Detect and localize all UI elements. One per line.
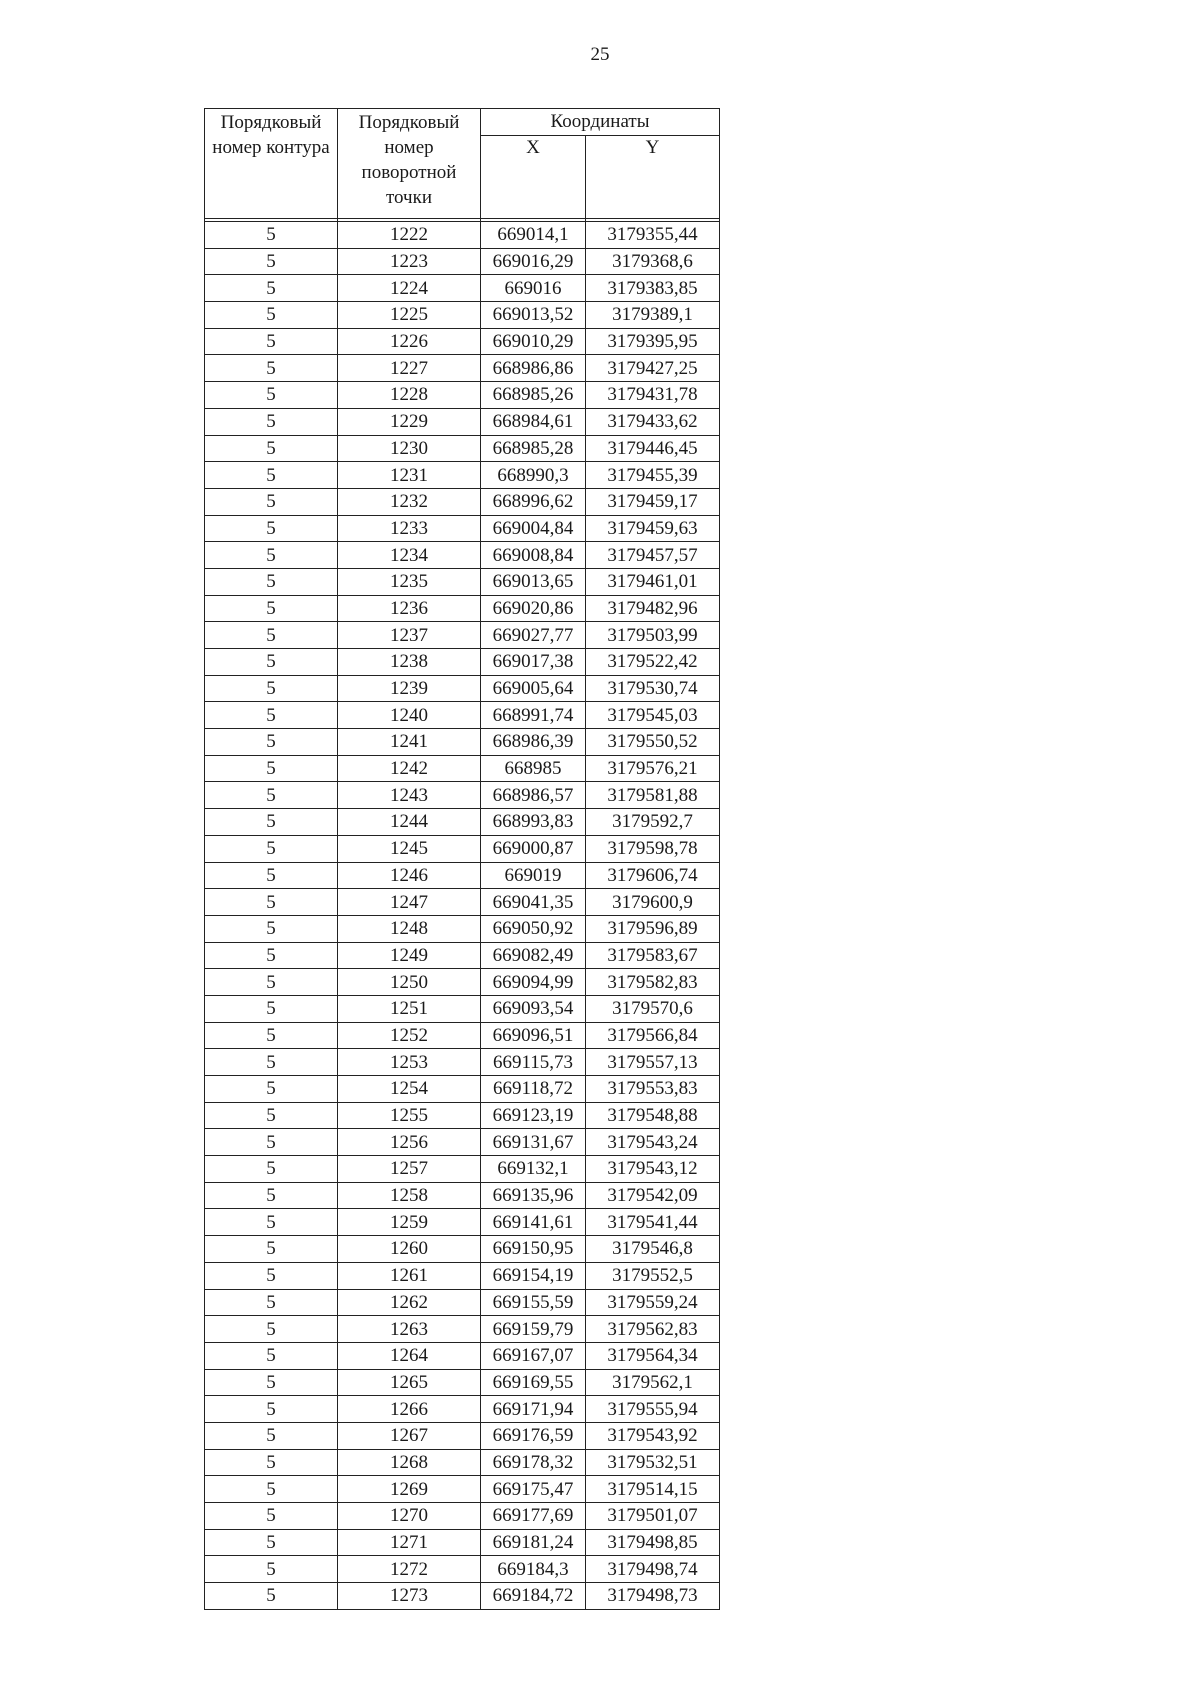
cell-x: 669050,92 [481,915,586,942]
cell-point-number: 1245 [338,835,481,862]
cell-y: 3179576,21 [586,755,720,782]
cell-x: 669131,67 [481,1129,586,1156]
cell-y: 3179514,15 [586,1476,720,1503]
cell-x: 669016 [481,275,586,302]
cell-contour-number: 5 [205,1583,338,1610]
cell-point-number: 1222 [338,222,481,249]
cell-y: 3179600,9 [586,889,720,916]
cell-y: 3179546,8 [586,1236,720,1263]
cell-x: 669159,79 [481,1316,586,1343]
cell-point-number: 1238 [338,649,481,676]
cell-y: 3179562,83 [586,1316,720,1343]
table-row [205,1209,720,1236]
cell-y: 3179550,52 [586,729,720,756]
cell-y: 3179383,85 [586,275,720,302]
cell-y: 3179543,92 [586,1422,720,1449]
cell-contour-number: 5 [205,995,338,1022]
cell-y: 3179562,1 [586,1369,720,1396]
table-row [205,1076,720,1103]
cell-point-number: 1250 [338,969,481,996]
cell-point-number: 1249 [338,942,481,969]
cell-contour-number: 5 [205,302,338,329]
cell-y: 3179596,89 [586,915,720,942]
cell-contour-number: 5 [205,942,338,969]
cell-contour-number: 5 [205,1209,338,1236]
table-row [205,782,720,809]
table-row [205,755,720,782]
table-row [205,408,720,435]
cell-y: 3179482,96 [586,595,720,622]
header-coordinates: Координаты [481,109,720,136]
table-row [205,275,720,302]
cell-y: 3179564,34 [586,1342,720,1369]
cell-y: 3179368,6 [586,248,720,275]
cell-y: 3179501,07 [586,1503,720,1530]
cell-x: 669005,64 [481,675,586,702]
cell-contour-number: 5 [205,1476,338,1503]
coordinates-table [204,108,720,1610]
cell-y: 3179570,6 [586,995,720,1022]
cell-contour-number: 5 [205,275,338,302]
cell-y: 3179532,51 [586,1449,720,1476]
cell-contour-number: 5 [205,222,338,249]
cell-contour-number: 5 [205,1396,338,1423]
cell-point-number: 1231 [338,462,481,489]
table-row [205,595,720,622]
cell-contour-number: 5 [205,729,338,756]
cell-x: 669094,99 [481,969,586,996]
cell-point-number: 1240 [338,702,481,729]
cell-contour-number: 5 [205,488,338,515]
cell-x: 669178,32 [481,1449,586,1476]
cell-x: 669150,95 [481,1236,586,1263]
cell-y: 3179431,78 [586,382,720,409]
cell-contour-number: 5 [205,782,338,809]
table-row [205,1022,720,1049]
cell-y: 3179583,67 [586,942,720,969]
cell-x: 669184,72 [481,1583,586,1610]
cell-x: 669184,3 [481,1556,586,1583]
cell-contour-number: 5 [205,649,338,676]
table-row [205,1422,720,1449]
cell-point-number: 1237 [338,622,481,649]
cell-x: 668986,86 [481,355,586,382]
cell-contour-number: 5 [205,1022,338,1049]
table-row [205,382,720,409]
cell-x: 669010,29 [481,328,586,355]
cell-point-number: 1246 [338,862,481,889]
table-row [205,302,720,329]
table-row [205,889,720,916]
cell-y: 3179498,85 [586,1529,720,1556]
cell-x: 669041,35 [481,889,586,916]
cell-y: 3179581,88 [586,782,720,809]
cell-point-number: 1257 [338,1156,481,1183]
cell-x: 669016,29 [481,248,586,275]
cell-point-number: 1235 [338,568,481,595]
cell-y: 3179548,88 [586,1102,720,1129]
cell-y: 3179455,39 [586,462,720,489]
table-row [205,1129,720,1156]
cell-point-number: 1255 [338,1102,481,1129]
table-row [205,862,720,889]
cell-x: 668990,3 [481,462,586,489]
cell-y: 3179446,45 [586,435,720,462]
table-row [205,248,720,275]
table-row [205,835,720,862]
cell-y: 3179553,83 [586,1076,720,1103]
cell-x: 669013,52 [481,302,586,329]
cell-y: 3179459,17 [586,488,720,515]
cell-y: 3179559,24 [586,1289,720,1316]
cell-point-number: 1239 [338,675,481,702]
cell-y: 3179566,84 [586,1022,720,1049]
cell-y: 3179541,44 [586,1209,720,1236]
cell-x: 668996,62 [481,488,586,515]
table-row [205,1182,720,1209]
cell-x: 668991,74 [481,702,586,729]
cell-y: 3179503,99 [586,622,720,649]
cell-point-number: 1252 [338,1022,481,1049]
cell-x: 669093,54 [481,995,586,1022]
table-row [205,649,720,676]
cell-point-number: 1244 [338,809,481,836]
cell-x: 669019 [481,862,586,889]
table-row [205,462,720,489]
table-row [205,568,720,595]
cell-y: 3179557,13 [586,1049,720,1076]
cell-point-number: 1247 [338,889,481,916]
cell-x: 669008,84 [481,542,586,569]
cell-contour-number: 5 [205,1529,338,1556]
cell-x: 669132,1 [481,1156,586,1183]
cell-x: 668986,57 [481,782,586,809]
table-row [205,1316,720,1343]
cell-point-number: 1224 [338,275,481,302]
header-contour-number: Порядковый номер контура [205,109,338,219]
table-row [205,1503,720,1530]
cell-y: 3179592,7 [586,809,720,836]
header-point-number: Порядковый номер поворотной точки [338,109,481,219]
cell-x: 669020,86 [481,595,586,622]
cell-point-number: 1266 [338,1396,481,1423]
table-body [205,222,720,1610]
cell-x: 669169,55 [481,1369,586,1396]
cell-y: 3179542,09 [586,1182,720,1209]
table-row [205,355,720,382]
header-x: X [481,136,586,219]
table-row [205,995,720,1022]
cell-point-number: 1251 [338,995,481,1022]
cell-contour-number: 5 [205,1129,338,1156]
cell-contour-number: 5 [205,862,338,889]
cell-y: 3179545,03 [586,702,720,729]
cell-y: 3179498,74 [586,1556,720,1583]
cell-x: 669000,87 [481,835,586,862]
table-row [205,1049,720,1076]
table-row [205,1529,720,1556]
cell-x: 668985,26 [481,382,586,409]
cell-point-number: 1241 [338,729,481,756]
cell-x: 669181,24 [481,1529,586,1556]
cell-point-number: 1261 [338,1262,481,1289]
table-row [205,1102,720,1129]
cell-point-number: 1236 [338,595,481,622]
cell-point-number: 1267 [338,1422,481,1449]
cell-point-number: 1265 [338,1369,481,1396]
cell-y: 3179459,63 [586,515,720,542]
cell-contour-number: 5 [205,1503,338,1530]
cell-x: 669004,84 [481,515,586,542]
cell-x: 669175,47 [481,1476,586,1503]
cell-contour-number: 5 [205,462,338,489]
cell-point-number: 1263 [338,1316,481,1343]
cell-point-number: 1262 [338,1289,481,1316]
cell-y: 3179498,73 [586,1583,720,1610]
cell-point-number: 1260 [338,1236,481,1263]
cell-x: 669082,49 [481,942,586,969]
cell-contour-number: 5 [205,1236,338,1263]
cell-point-number: 1230 [338,435,481,462]
cell-x: 669135,96 [481,1182,586,1209]
table-row [205,1156,720,1183]
cell-point-number: 1242 [338,755,481,782]
cell-contour-number: 5 [205,248,338,275]
cell-x: 669096,51 [481,1022,586,1049]
table-row [205,1369,720,1396]
cell-point-number: 1259 [338,1209,481,1236]
cell-contour-number: 5 [205,542,338,569]
cell-contour-number: 5 [205,1049,338,1076]
table-row [205,622,720,649]
cell-contour-number: 5 [205,1342,338,1369]
cell-contour-number: 5 [205,1369,338,1396]
cell-x: 668986,39 [481,729,586,756]
table-row [205,1449,720,1476]
cell-contour-number: 5 [205,1289,338,1316]
table-row [205,675,720,702]
cell-y: 3179522,42 [586,649,720,676]
cell-y: 3179355,44 [586,222,720,249]
cell-point-number: 1243 [338,782,481,809]
cell-x: 669176,59 [481,1422,586,1449]
cell-x: 669013,65 [481,568,586,595]
cell-point-number: 1233 [338,515,481,542]
cell-point-number: 1270 [338,1503,481,1530]
cell-contour-number: 5 [205,1449,338,1476]
cell-contour-number: 5 [205,755,338,782]
table-row [205,1583,720,1610]
table-row [205,1262,720,1289]
cell-point-number: 1248 [338,915,481,942]
table-row [205,942,720,969]
cell-point-number: 1229 [338,408,481,435]
cell-y: 3179457,57 [586,542,720,569]
cell-y: 3179598,78 [586,835,720,862]
cell-contour-number: 5 [205,568,338,595]
cell-contour-number: 5 [205,595,338,622]
cell-y: 3179552,5 [586,1262,720,1289]
table-row [205,1396,720,1423]
cell-y: 3179389,1 [586,302,720,329]
cell-point-number: 1271 [338,1529,481,1556]
cell-x: 669115,73 [481,1049,586,1076]
cell-x: 669155,59 [481,1289,586,1316]
table-row [205,1556,720,1583]
table-row [205,488,720,515]
cell-contour-number: 5 [205,1422,338,1449]
cell-x: 669014,1 [481,222,586,249]
cell-contour-number: 5 [205,355,338,382]
cell-contour-number: 5 [205,435,338,462]
table-row [205,809,720,836]
cell-contour-number: 5 [205,408,338,435]
table-row [205,702,720,729]
cell-contour-number: 5 [205,1262,338,1289]
cell-x: 669154,19 [481,1262,586,1289]
table-row [205,1342,720,1369]
cell-contour-number: 5 [205,382,338,409]
cell-point-number: 1264 [338,1342,481,1369]
cell-contour-number: 5 [205,1556,338,1583]
cell-y: 3179543,12 [586,1156,720,1183]
cell-point-number: 1258 [338,1182,481,1209]
cell-point-number: 1269 [338,1476,481,1503]
cell-x: 669167,07 [481,1342,586,1369]
cell-x: 669118,72 [481,1076,586,1103]
cell-contour-number: 5 [205,702,338,729]
cell-x: 668984,61 [481,408,586,435]
cell-y: 3179395,95 [586,328,720,355]
cell-x: 669171,94 [481,1396,586,1423]
cell-x: 669141,61 [481,1209,586,1236]
cell-point-number: 1268 [338,1449,481,1476]
cell-point-number: 1273 [338,1583,481,1610]
table-row [205,969,720,996]
cell-contour-number: 5 [205,969,338,996]
cell-y: 3179582,83 [586,969,720,996]
cell-contour-number: 5 [205,835,338,862]
cell-point-number: 1234 [338,542,481,569]
cell-contour-number: 5 [205,809,338,836]
cell-y: 3179555,94 [586,1396,720,1423]
header-y: Y [586,136,720,219]
cell-contour-number: 5 [205,1076,338,1103]
table-row [205,1289,720,1316]
cell-point-number: 1253 [338,1049,481,1076]
cell-point-number: 1272 [338,1556,481,1583]
cell-x: 668985,28 [481,435,586,462]
table-row [205,915,720,942]
cell-point-number: 1226 [338,328,481,355]
cell-y: 3179543,24 [586,1129,720,1156]
table-row [205,542,720,569]
cell-contour-number: 5 [205,915,338,942]
table-row [205,1476,720,1503]
cell-y: 3179433,62 [586,408,720,435]
cell-contour-number: 5 [205,889,338,916]
cell-contour-number: 5 [205,622,338,649]
cell-y: 3179427,25 [586,355,720,382]
table-row [205,515,720,542]
cell-x: 669177,69 [481,1503,586,1530]
table-row [205,729,720,756]
table-row [205,435,720,462]
cell-contour-number: 5 [205,328,338,355]
cell-contour-number: 5 [205,515,338,542]
cell-contour-number: 5 [205,1102,338,1129]
cell-point-number: 1254 [338,1076,481,1103]
cell-point-number: 1227 [338,355,481,382]
cell-contour-number: 5 [205,1182,338,1209]
cell-x: 668993,83 [481,809,586,836]
cell-point-number: 1232 [338,488,481,515]
cell-point-number: 1228 [338,382,481,409]
cell-y: 3179530,74 [586,675,720,702]
cell-point-number: 1223 [338,248,481,275]
cell-y: 3179606,74 [586,862,720,889]
page-number: 25 [590,44,610,65]
cell-point-number: 1225 [338,302,481,329]
cell-contour-number: 5 [205,675,338,702]
cell-contour-number: 5 [205,1156,338,1183]
cell-x: 669017,38 [481,649,586,676]
cell-x: 669123,19 [481,1102,586,1129]
cell-x: 668985 [481,755,586,782]
cell-y: 3179461,01 [586,568,720,595]
table-row [205,328,720,355]
table-row [205,222,720,249]
cell-contour-number: 5 [205,1316,338,1343]
cell-point-number: 1256 [338,1129,481,1156]
cell-x: 669027,77 [481,622,586,649]
table-row [205,1236,720,1263]
